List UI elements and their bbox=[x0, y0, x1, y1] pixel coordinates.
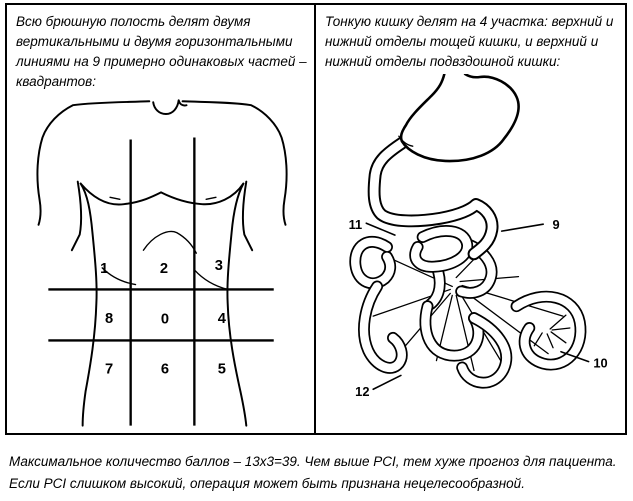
stomach-outline bbox=[401, 74, 519, 161]
left-panel-caption bbox=[16, 12, 306, 92]
region-11-label: 11 bbox=[348, 217, 363, 233]
right-panel-caption bbox=[325, 12, 623, 72]
quadrant-5-label: 5 bbox=[217, 361, 226, 378]
quadrant-grid bbox=[48, 137, 273, 425]
quadrant-6-label: 6 bbox=[160, 361, 170, 378]
right-panel bbox=[316, 5, 631, 433]
caption-line: нижний отделы тощей кишки, и верхний и bbox=[325, 33, 599, 49]
small-intestine-figure bbox=[325, 74, 623, 410]
quadrant-0-label: 0 bbox=[160, 311, 170, 328]
quadrant-2-label: 2 bbox=[159, 260, 169, 277]
caption-line: Тонкую кишку делят на 4 участка: верхний и bbox=[325, 14, 614, 29]
caption-line: вертикальными и двумя горизонтальными bbox=[16, 33, 293, 49]
abdomen-quadrants-figure bbox=[16, 94, 310, 430]
region-9-label: 9 bbox=[552, 217, 560, 233]
quadrant-1-label: 1 bbox=[100, 260, 109, 277]
quadrant-3-label: 3 bbox=[214, 257, 223, 274]
caption-line: квадрантов: bbox=[16, 73, 96, 89]
quadrant-numbers bbox=[100, 258, 227, 378]
intestine-figure-wrap bbox=[325, 74, 623, 415]
figure-table bbox=[5, 3, 627, 435]
footer-note bbox=[9, 451, 629, 494]
abdomen-figure-wrap bbox=[16, 94, 306, 435]
quadrant-8-label: 8 bbox=[105, 310, 114, 327]
left-panel bbox=[7, 5, 316, 433]
region-10-label: 10 bbox=[593, 355, 608, 371]
footer-note-line-1: Максимальное количество баллов – 13х3=39. Чем выше PCI, тем хуже прогноз для пациента. bbox=[9, 454, 617, 469]
quadrant-7-label: 7 bbox=[105, 361, 114, 378]
region-12-label: 12 bbox=[355, 384, 370, 400]
footer-note-line-2: Если PCI слишком высокий, операция может быть признана нецелесообразной. bbox=[9, 475, 525, 491]
mesentery-fan bbox=[534, 315, 570, 348]
caption-line: нижний отделы подвздошной кишки: bbox=[325, 53, 561, 69]
nipple-marks bbox=[110, 197, 216, 199]
caption-line: Всю брюшную полость делят двумя bbox=[16, 14, 251, 29]
quadrant-4-label: 4 bbox=[217, 310, 226, 327]
leader-12 bbox=[373, 375, 401, 389]
caption-line: линиями на 9 примерно одинаковых частей – bbox=[16, 53, 307, 69]
leader-9 bbox=[502, 224, 544, 231]
